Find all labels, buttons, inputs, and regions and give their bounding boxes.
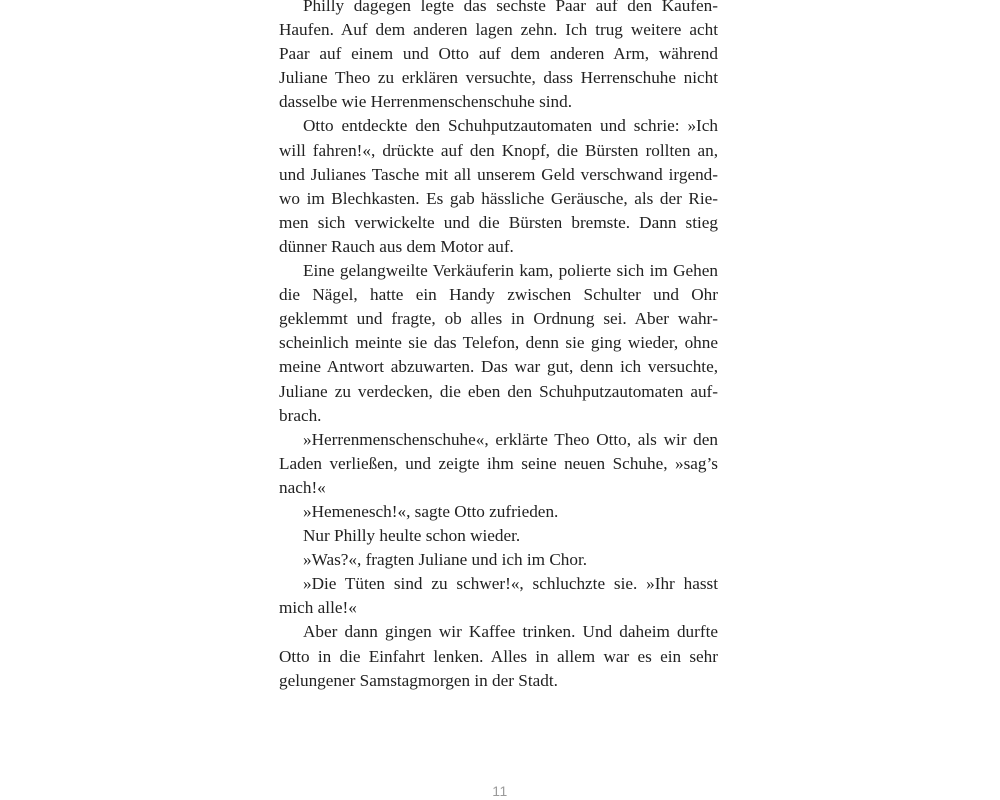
paragraph: Nur Philly heulte schon wieder. xyxy=(303,526,521,546)
paragraph: »Die Tüten sind zu schwer!«, schluchzte sie. »Ihr hasst mich alle!« xyxy=(279,574,718,618)
paragraph: Otto entdeckte den Schuhputzautomaten und schrie: »Ich will fahren!«, drückte auf den Knopf, die Bürsten rollten an, und Julianes Tasche mit all unserem Geld verschwand irgendwo im Blechkasten. Es gab hässliche Geräusche, als der Riemen sich verwickelte und die Bürsten bremste. Dann stieg dünner Rauch aus dem Motor auf. xyxy=(279,116,718,256)
paragraph: »Was?«, fragten Juliane und ich im Chor. xyxy=(303,550,588,570)
paragraph: Philly dagegen legte das sechste Paar auf den Kaufen-Haufen. Auf dem anderen lagen zehn. Ich trug weitere acht Paar auf einem und Otto auf dem anderen Arm, während Juliane Theo zu erklären versuchte, dass Herrenschuhe nicht dasselbe wie Herrenmenschenschuhe sind. xyxy=(279,0,718,112)
paragraph: »Hemenesch!«, sagte Otto zufrieden. xyxy=(303,501,559,521)
paragraph: Aber dann gingen wir Kaffee trinken. Und daheim durfte Otto in die Einfahrt lenken. Alles in allem war es ein sehr gelungener Samstagmorgen in der Stadt. xyxy=(279,622,718,690)
paragraph: »Herrenmenschenschuhe«, erklärte Theo Otto, als wir den Laden verließen, und zeigte ihm seine neuen Schuhe, »sag’s nach!« xyxy=(279,429,718,497)
page-number: 11 xyxy=(492,783,508,799)
paragraph: Eine gelangweilte Verkäuferin kam, polierte sich im Gehen die Nägel, hatte ein Handy zwischen Schulter und Ohr geklemmt und fragte, ob alles in Ordnung sei. Aber wahrscheinlich meinte sie das Telefon, denn sie ging wieder, ohne meine Antwort abzuwarten. Das war gut, denn ich versuchte, Juliane zu verdecken, die eben den Schuhputzautomaten aufbrach. xyxy=(279,261,718,425)
body-text xyxy=(279,0,718,693)
